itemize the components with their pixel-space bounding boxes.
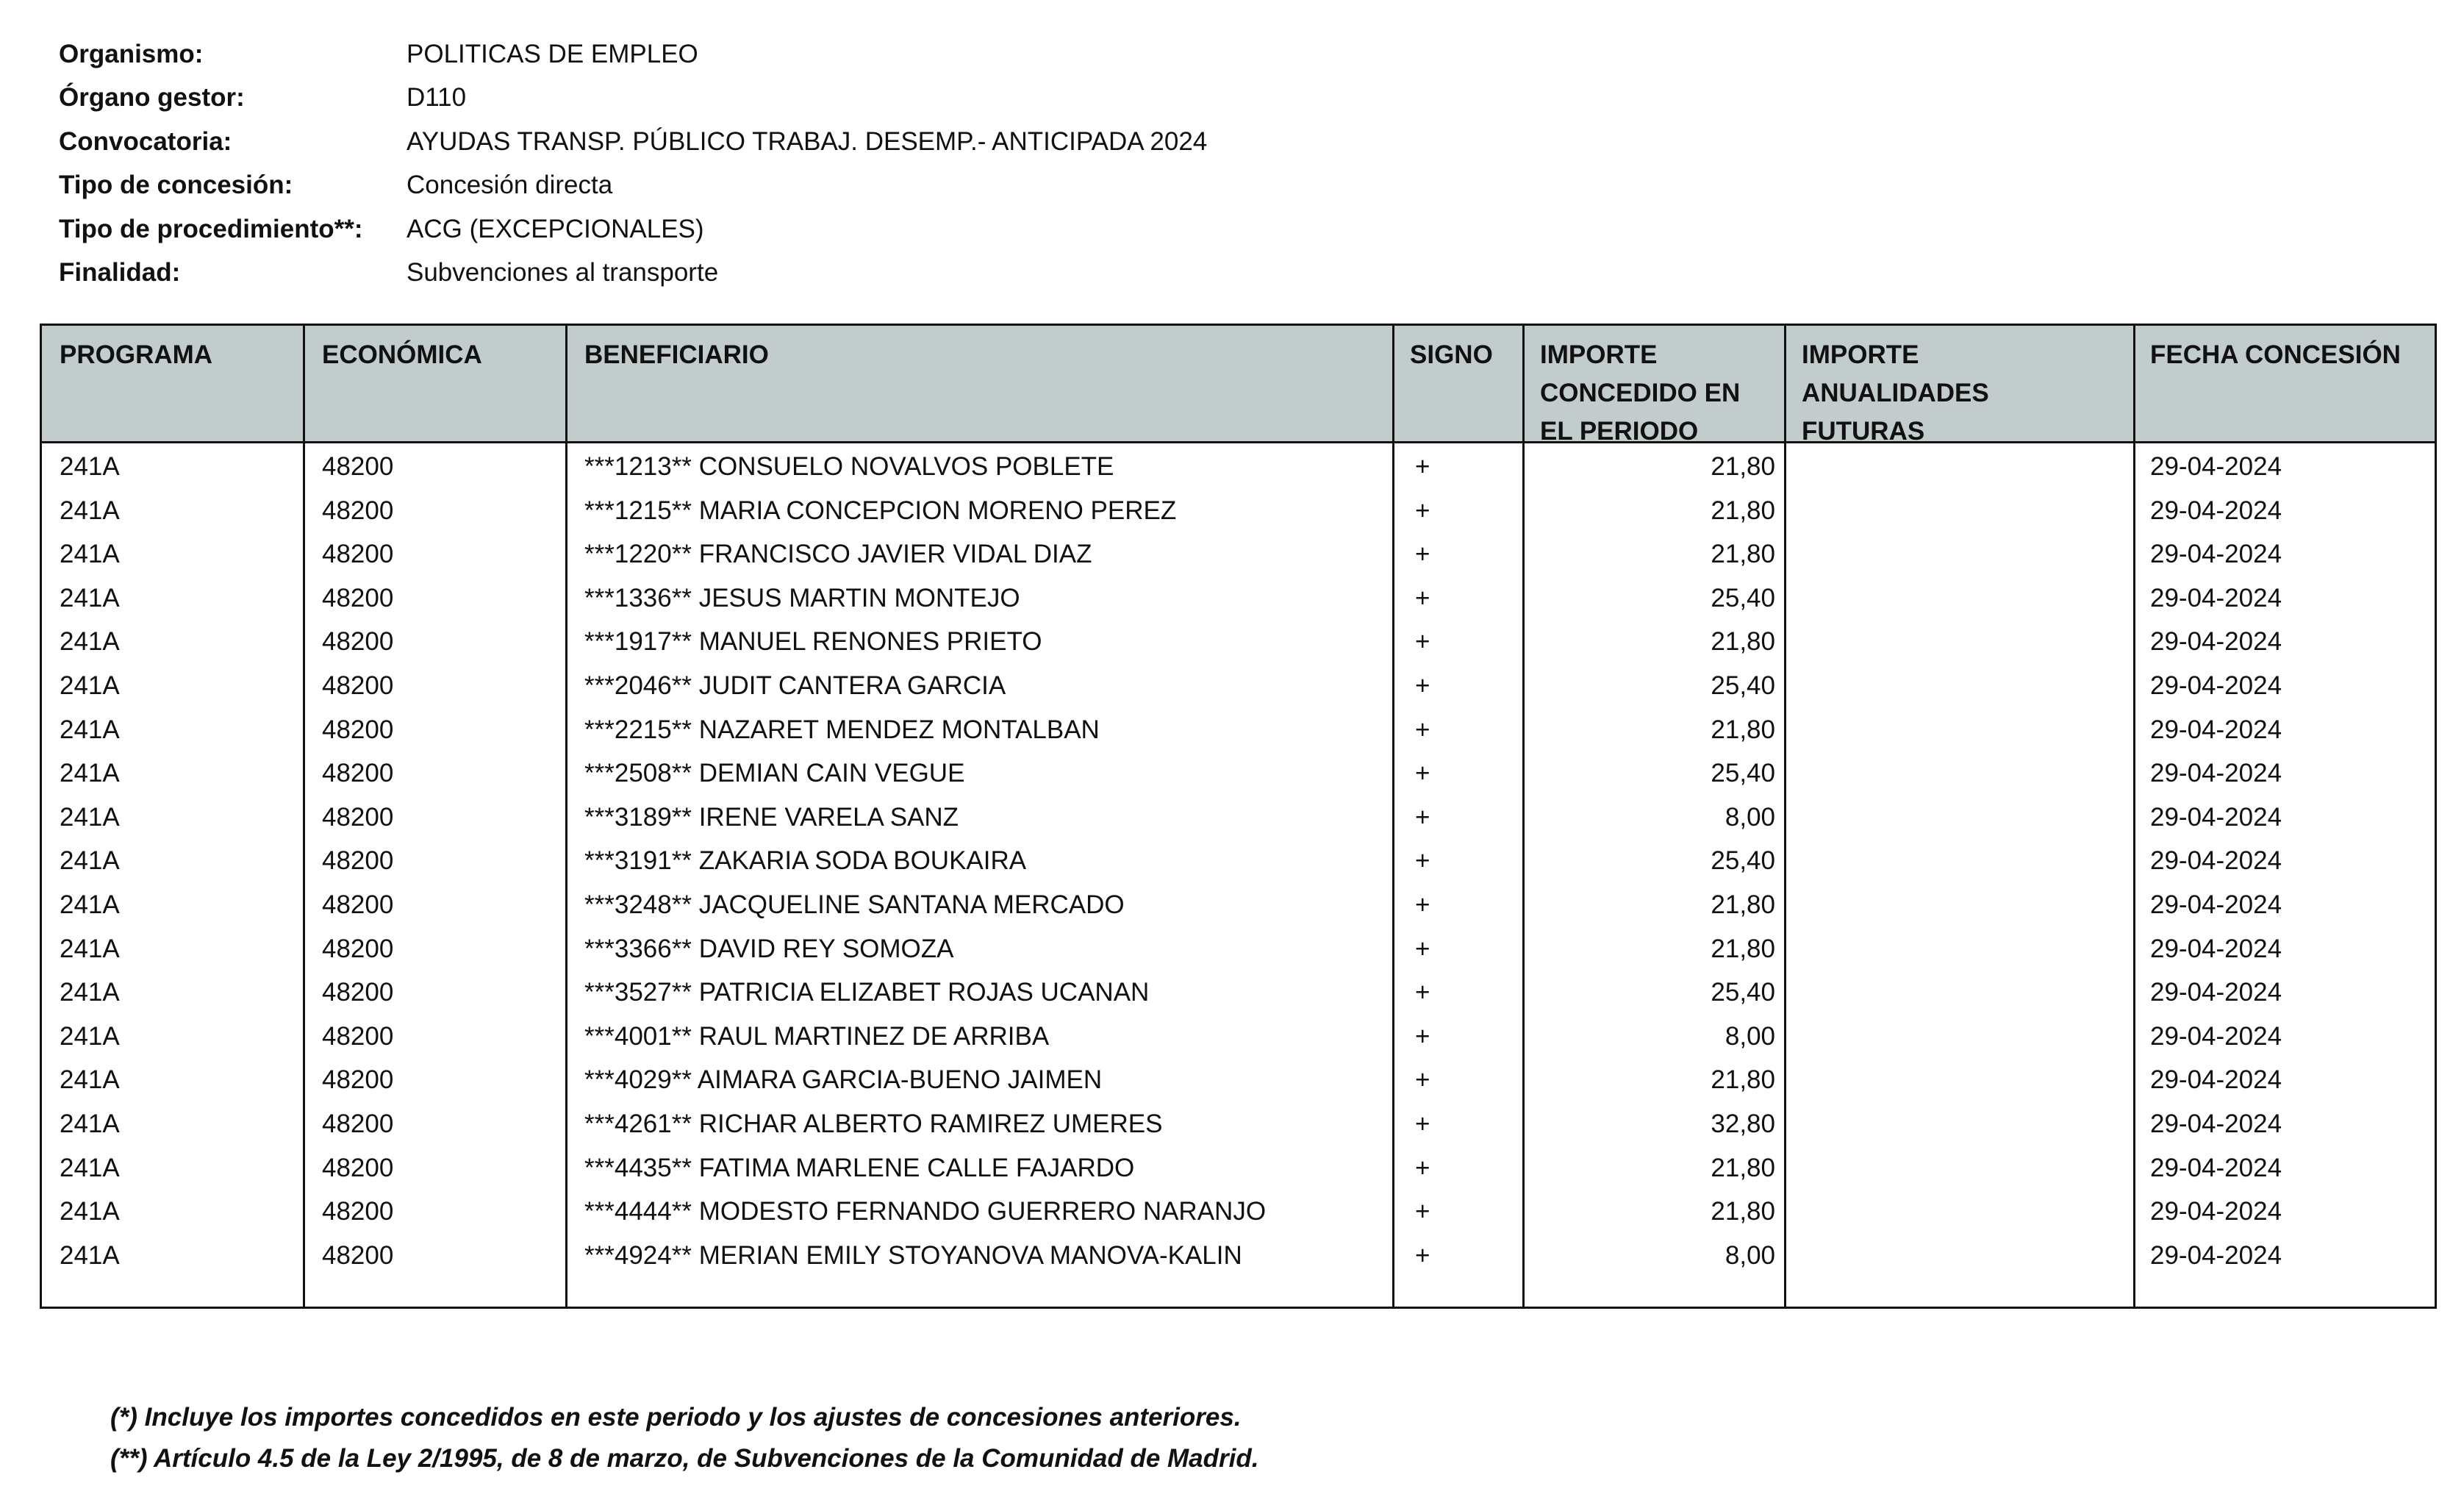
meta-label: Organismo: xyxy=(59,39,204,68)
cell-fecha: 29-04-2024 xyxy=(2150,627,2282,657)
cell-beneficiario: ***4444** MODESTO FERNANDO GUERRERO NARANJO xyxy=(584,1197,1267,1226)
cell-beneficiario: ***3191** ZAKARIA SODA BOUKAIRA xyxy=(584,846,1027,876)
cell-programa: 241A xyxy=(60,978,120,1007)
cell-fecha: 29-04-2024 xyxy=(2150,496,2282,525)
cell-importe: 21,80 xyxy=(1711,496,1775,525)
cell-economica: 48200 xyxy=(322,934,394,963)
cell-signo: + xyxy=(1415,583,1430,612)
table-row xyxy=(42,796,2435,840)
cell-economica: 48200 xyxy=(322,627,394,657)
cell-beneficiario: ***3248** JACQUELINE SANTANA MERCADO xyxy=(584,890,1125,919)
cell-economica: 48200 xyxy=(322,452,394,481)
cell-programa: 241A xyxy=(60,583,120,612)
meta-value: D110 xyxy=(407,83,467,112)
header-importe-line1: IMPORTE xyxy=(1540,340,1658,369)
cell-beneficiario: ***4924** MERIAN EMILY STOYANOVA MANOVA-KALIN xyxy=(584,1240,1242,1270)
cell-signo: + xyxy=(1415,890,1430,919)
table-row xyxy=(42,1058,2435,1102)
meta-value: ACG (EXCEPCIONALES) xyxy=(407,214,704,243)
cell-importe: 25,40 xyxy=(1711,759,1775,788)
cell-economica: 48200 xyxy=(322,978,394,1007)
cell-signo: + xyxy=(1415,934,1430,963)
cell-fecha: 29-04-2024 xyxy=(2150,1153,2282,1182)
header-beneficiario: BENEFICIARIO xyxy=(584,340,769,369)
header-importe-line2: CONCEDIDO EN xyxy=(1540,379,1741,407)
meta-label: Convocatoria: xyxy=(59,126,232,156)
cell-programa: 241A xyxy=(60,1065,120,1095)
table-row xyxy=(42,664,2435,708)
cell-economica: 48200 xyxy=(322,583,394,612)
cell-fecha: 29-04-2024 xyxy=(2150,671,2282,700)
cell-programa: 241A xyxy=(60,540,120,569)
cell-signo: + xyxy=(1415,540,1430,569)
cell-economica: 48200 xyxy=(322,1197,394,1226)
cell-importe: 8,00 xyxy=(1725,1021,1775,1051)
cell-signo: + xyxy=(1415,1021,1430,1051)
cell-beneficiario: ***2508** DEMIAN CAIN VEGUE xyxy=(584,759,965,788)
cell-programa: 241A xyxy=(60,1110,120,1138)
table-row xyxy=(42,1015,2435,1059)
cell-beneficiario: ***1336** JESUS MARTIN MONTEJO xyxy=(584,583,1020,612)
cell-importe: 25,40 xyxy=(1711,978,1775,1007)
cell-beneficiario: ***1220** FRANCISCO JAVIER VIDAL DIAZ xyxy=(584,540,1092,569)
cell-importe: 21,80 xyxy=(1711,452,1775,481)
header-anual-line1: IMPORTE xyxy=(1802,340,1919,369)
cell-beneficiario: ***4029** AIMARA GARCIA-BUENO JAIMEN xyxy=(584,1065,1103,1095)
cell-fecha: 29-04-2024 xyxy=(2150,978,2282,1007)
cell-signo: + xyxy=(1415,802,1430,832)
cell-beneficiario: ***2046** JUDIT CANTERA GARCIA xyxy=(584,671,1006,700)
cell-importe: 21,80 xyxy=(1711,934,1775,963)
header-signo: SIGNO xyxy=(1410,340,1493,369)
cell-programa: 241A xyxy=(60,671,120,700)
cell-economica: 48200 xyxy=(322,540,394,569)
cell-programa: 241A xyxy=(60,715,120,744)
table-header xyxy=(42,326,2435,446)
cell-importe: 8,00 xyxy=(1725,802,1775,832)
cell-signo: + xyxy=(1415,1065,1430,1095)
document-metadata xyxy=(59,32,1207,295)
cell-programa: 241A xyxy=(60,627,120,657)
cell-fecha: 29-04-2024 xyxy=(2150,452,2282,481)
header-programa: PROGRAMA xyxy=(60,340,213,369)
cell-importe: 25,40 xyxy=(1711,671,1775,700)
cell-importe: 8,00 xyxy=(1725,1240,1775,1270)
cell-signo: + xyxy=(1415,1153,1430,1182)
meta-label: Finalidad: xyxy=(59,258,181,287)
cell-importe: 25,40 xyxy=(1711,583,1775,612)
table-row xyxy=(42,927,2435,971)
cell-importe: 21,80 xyxy=(1711,1153,1775,1182)
footnote-ley: (**) Artículo 4.5 de la Ley 2/1995, de 8 de marzo, de Subvenciones de la Comunidad de Madrid. xyxy=(110,1444,1259,1473)
cell-beneficiario: ***4435** FATIMA MARLENE CALLE FAJARDO xyxy=(584,1153,1135,1182)
cell-programa: 241A xyxy=(60,934,120,963)
table-row xyxy=(42,576,2435,621)
cell-fecha: 29-04-2024 xyxy=(2150,934,2282,963)
cell-economica: 48200 xyxy=(322,759,394,788)
cell-economica: 48200 xyxy=(322,715,394,744)
cell-signo: + xyxy=(1415,1240,1430,1270)
cell-signo: + xyxy=(1415,715,1430,744)
cell-economica: 48200 xyxy=(322,890,394,919)
cell-economica: 48200 xyxy=(322,1065,394,1095)
cell-programa: 241A xyxy=(60,452,120,481)
header-fecha-concesion: FECHA CONCESIÓN xyxy=(2150,340,2401,369)
cell-programa: 241A xyxy=(60,802,120,832)
header-importe-anualidades xyxy=(1802,336,1989,451)
cell-programa: 241A xyxy=(60,890,120,919)
table-row xyxy=(42,1146,2435,1190)
table-row xyxy=(42,532,2435,576)
cell-economica: 48200 xyxy=(322,1240,394,1270)
meta-row-tipo-concesion xyxy=(59,164,1207,208)
table-row xyxy=(42,971,2435,1015)
cell-signo: + xyxy=(1415,1110,1430,1138)
meta-label: Tipo de procedimiento**: xyxy=(59,214,363,243)
table-row xyxy=(42,1102,2435,1146)
table-row xyxy=(42,489,2435,533)
cell-fecha: 29-04-2024 xyxy=(2150,1240,2282,1270)
cell-signo: + xyxy=(1415,759,1430,788)
header-economica: ECONÓMICA xyxy=(322,340,482,369)
table-row xyxy=(42,620,2435,664)
cell-programa: 241A xyxy=(60,1153,120,1182)
cell-programa: 241A xyxy=(60,846,120,876)
cell-importe: 21,80 xyxy=(1711,1065,1775,1095)
meta-row-tipo-procedimiento xyxy=(59,207,1207,251)
cell-economica: 48200 xyxy=(322,671,394,700)
cell-beneficiario: ***1213** CONSUELO NOVALVOS POBLETE xyxy=(584,452,1114,481)
meta-value: Subvenciones al transporte xyxy=(407,258,719,287)
table-row xyxy=(42,883,2435,927)
table-row xyxy=(42,445,2435,489)
cell-economica: 48200 xyxy=(322,1153,394,1182)
cell-programa: 241A xyxy=(60,759,120,788)
cell-fecha: 29-04-2024 xyxy=(2150,1021,2282,1051)
table-row xyxy=(42,839,2435,883)
meta-row-organismo xyxy=(59,32,1207,76)
meta-label: Tipo de concesión: xyxy=(59,171,293,200)
footnotes xyxy=(110,1403,1258,1485)
cell-beneficiario: ***1917** MANUEL RENONES PRIETO xyxy=(584,627,1042,657)
table-row xyxy=(42,1190,2435,1234)
cell-fecha: 29-04-2024 xyxy=(2150,759,2282,788)
cell-beneficiario: ***3366** DAVID REY SOMOZA xyxy=(584,934,954,963)
cell-fecha: 29-04-2024 xyxy=(2150,846,2282,876)
cell-economica: 48200 xyxy=(322,496,394,525)
meta-row-convocatoria xyxy=(59,120,1207,164)
meta-value: AYUDAS TRANSP. PÚBLICO TRABAJ. DESEMP.- ANTICIPADA 2024 xyxy=(407,126,1208,156)
cell-importe: 21,80 xyxy=(1711,890,1775,919)
cell-signo: + xyxy=(1415,846,1430,876)
header-anual-line3: FUTURAS xyxy=(1802,417,1925,446)
table-row xyxy=(42,751,2435,796)
cell-fecha: 29-04-2024 xyxy=(2150,1197,2282,1226)
cell-signo: + xyxy=(1415,671,1430,700)
cell-beneficiario: ***2215** NAZARET MENDEZ MONTALBAN xyxy=(584,715,1100,744)
cell-programa: 241A xyxy=(60,1197,120,1226)
cell-programa: 241A xyxy=(60,1021,120,1051)
cell-signo: + xyxy=(1415,1197,1430,1226)
cell-signo: + xyxy=(1415,627,1430,657)
meta-label: Órgano gestor: xyxy=(59,83,245,112)
cell-beneficiario: ***3189** IRENE VARELA SANZ xyxy=(584,802,959,832)
cell-fecha: 29-04-2024 xyxy=(2150,715,2282,744)
cell-fecha: 29-04-2024 xyxy=(2150,890,2282,919)
meta-row-organo-gestor xyxy=(59,76,1207,121)
cell-fecha: 29-04-2024 xyxy=(2150,583,2282,612)
cell-importe: 25,40 xyxy=(1711,846,1775,876)
cell-economica: 48200 xyxy=(322,1021,394,1051)
cell-fecha: 29-04-2024 xyxy=(2150,802,2282,832)
cell-importe: 21,80 xyxy=(1711,715,1775,744)
cell-signo: + xyxy=(1415,978,1430,1007)
cell-beneficiario: ***3527** PATRICIA ELIZABET ROJAS UCANAN xyxy=(584,978,1150,1007)
cell-beneficiario: ***1215** MARIA CONCEPCION MORENO PEREZ xyxy=(584,496,1177,525)
cell-programa: 241A xyxy=(60,496,120,525)
table-row xyxy=(42,708,2435,752)
cell-importe: 21,80 xyxy=(1711,540,1775,569)
meta-value: POLITICAS DE EMPLEO xyxy=(407,39,698,68)
cell-fecha: 29-04-2024 xyxy=(2150,540,2282,569)
cell-signo: + xyxy=(1415,496,1430,525)
cell-programa: 241A xyxy=(60,1240,120,1270)
table-row xyxy=(42,1234,2435,1278)
cell-importe: 21,80 xyxy=(1711,627,1775,657)
header-importe-concedido xyxy=(1540,336,1740,451)
cell-economica: 48200 xyxy=(322,846,394,876)
cell-economica: 48200 xyxy=(322,1110,394,1138)
cell-signo: + xyxy=(1415,452,1430,481)
concessions-table xyxy=(40,324,2437,1309)
meta-row-finalidad xyxy=(59,251,1207,296)
cell-importe: 32,80 xyxy=(1711,1110,1775,1138)
cell-economica: 48200 xyxy=(322,802,394,832)
cell-fecha: 29-04-2024 xyxy=(2150,1065,2282,1095)
footnote-importes: (*) Incluye los importes concedidos en este periodo y los ajustes de concesiones anteriores. xyxy=(110,1403,1242,1432)
cell-beneficiario: ***4001** RAUL MARTINEZ DE ARRIBA xyxy=(584,1021,1050,1051)
cell-fecha: 29-04-2024 xyxy=(2150,1110,2282,1138)
cell-beneficiario: ***4261** RICHAR ALBERTO RAMIREZ UMERES xyxy=(584,1110,1163,1138)
header-anual-line2: ANUALIDADES xyxy=(1802,379,1989,407)
meta-value: Concesión directa xyxy=(407,171,613,200)
cell-importe: 21,80 xyxy=(1711,1197,1775,1226)
header-importe-line3: EL PERIODO xyxy=(1540,417,1699,446)
